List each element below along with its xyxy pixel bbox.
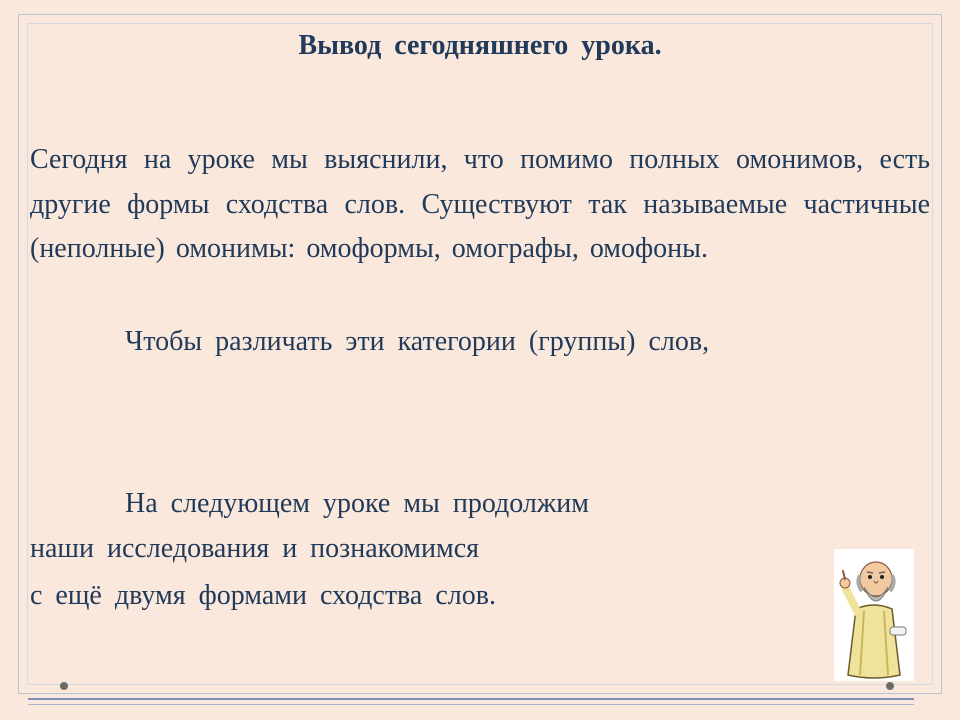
corner-dot-right [886,682,894,690]
closing-line-2: наши исследования и познакомимся [30,533,480,564]
bottom-rule [28,698,914,700]
scholar-character-icon [834,549,914,681]
slide-title: Вывод сегодняшнего урока. [298,30,662,61]
bottom-rule-thin [28,704,914,705]
closing-line-1: На следующем уроке мы продолжим [125,488,589,519]
closing-line-3: с ещё двумя формами сходства слов. [30,580,496,611]
corner-dot-left [60,682,68,690]
summary-paragraph: Сегодня на уроке мы выяснили, что помимо полных омонимов, есть другие формы сходства слов. Существуют так называемые частичные (неполные) омонимы: омоформы, омографы, омофоны. [30,144,930,264]
categories-line: Чтобы различать эти категории (группы) слов, [125,326,710,357]
